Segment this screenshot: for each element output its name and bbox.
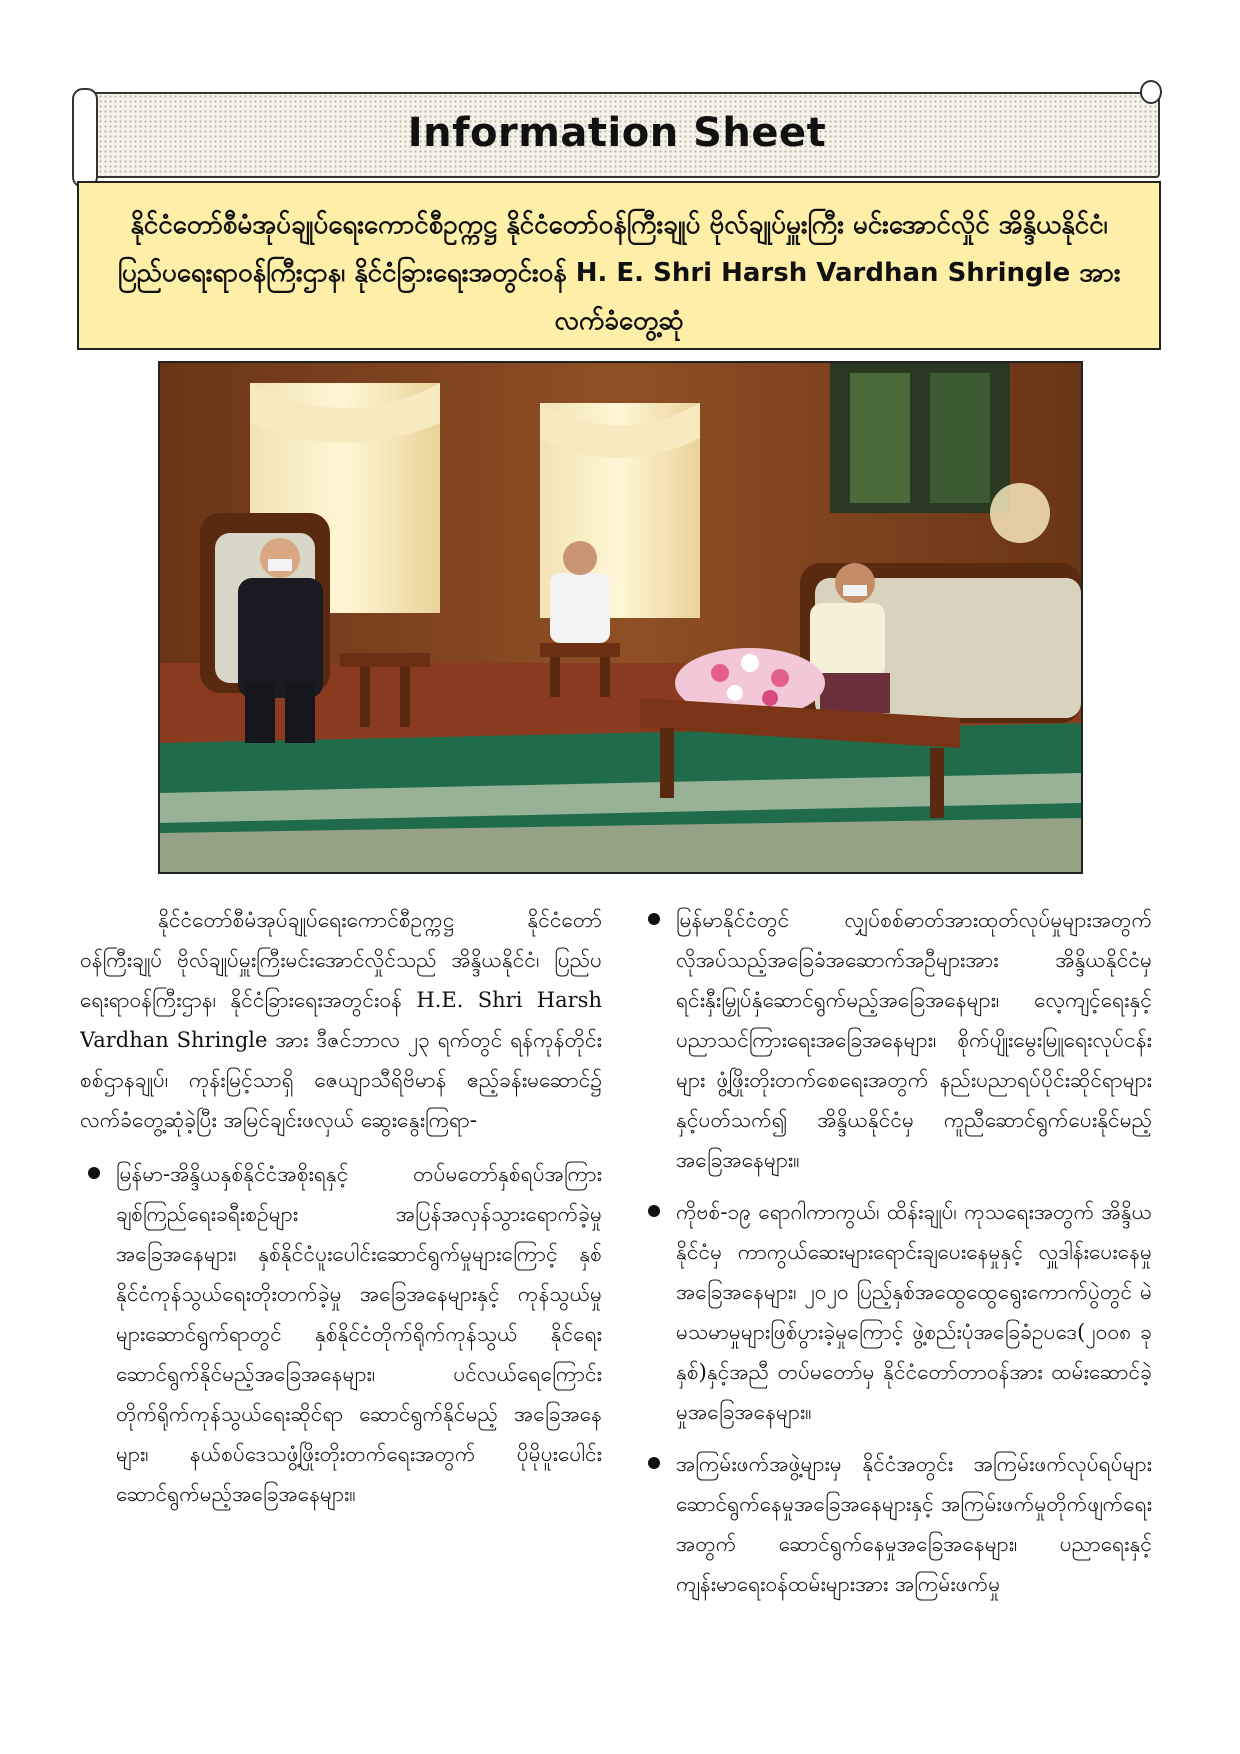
- bullet-icon: [88, 1167, 100, 1179]
- meeting-photo: [158, 361, 1083, 874]
- left-bullet-list: [80, 1154, 602, 1514]
- right-column: [640, 900, 1152, 1616]
- bullet-icon: [648, 1457, 660, 1469]
- list-item: အကြမ်းဖက်အဖွဲ့များမှ နိုင်ငံအတွင်း အကြမ်းဖက်လုပ်ရပ်များဆောင်ရွက်နေမှုအခြေအနေများနှင့် အကြမ်းဖက်မှုတိုက်ဖျက်ရေးအတွက် ဆောင်ရွက်နေမှုအခြေအနေများ၊ ပညာရေးနှင့်ကျန်းမာရေးဝန်ထမ်းများအား အကြမ်းဖက်မှု: [640, 1444, 1152, 1604]
- left-column: [80, 900, 602, 1526]
- title-banner: [72, 88, 1162, 180]
- bullet-icon: [648, 1205, 660, 1217]
- meeting-photo-icon: [160, 363, 1081, 872]
- right-bullet-list: [640, 900, 1152, 1604]
- intro-paragraph: နိုင်ငံတော်စီမံအုပ်ချုပ်ရေးကောင်စီဥက္ကဋ္ဌ နိုင်ငံတော်ဝန်ကြီးချုပ် ဗိုလ်ချုပ်မှူးကြီးမင်းအောင်လှိုင်သည် အိန္ဒိယနိုင်ငံ၊ ပြည်ပရေးရာဝန်ကြီးဌာန၊ နိုင်ငံခြားရေးအတွင်းဝန် H.E. Shri Harsh Vardhan Shringle အား ဒီဇင်ဘာလ ၂၃ ရက်တွင် ရန်ကုန်တိုင်းစစ်ဌာနချုပ်၊ ကုန်းမြင့်သာရှိ ဇေယျာသီရိဗိမာန် ဧည့်ခန်းမဆောင်၌ လက်ခံတွေ့ဆုံခဲ့ပြီး အမြင်ချင်းဖလှယ် ဆွေးနွေးကြရာ-: [80, 908, 602, 1132]
- page-title: Information Sheet: [407, 110, 827, 156]
- headline: နိုင်ငံတော်စီမံအုပ်ချုပ်ရေးကောင်စီဥက္ကဋ္ဌ နိုင်ငံတော်ဝန်ကြီးချုပ် ဗိုလ်ချုပ်မှူးကြီး မင်းအောင်လှိုင် အိန္ဒိယနိုင်ငံ၊ ပြည်ပရေးရာဝန်ကြီးဌာန၊ နိုင်ငံခြားရေးအတွင်းဝန် H. E. Shri Harsh Vardhan Shringle အား လက်ခံတွေ့ဆုံ: [77, 181, 1161, 350]
- list-item: မြန်မာ-အိန္ဒိယနှစ်နိုင်ငံအစိုးရနှင့် တပ်မတော်နှစ်ရပ်အကြား ချစ်ကြည်ရေးခရီးစဉ်များ အပြန်အလှန်သွားရောက်ခဲ့မှု အခြေအနေများ၊ နှစ်နိုင်ငံပူးပေါင်းဆောင်ရွက်မှုများကြောင့် နှစ်နိုင်ငံကုန်သွယ်ရေးတိုးတက်ခဲ့မှု အခြေအနေများနှင့် ကုန်သွယ်မှုများဆောင်ရွက်ရာတွင် နှစ်နိုင်ငံတိုက်ရိုက်ကုန်သွယ် နိုင်ရေးဆောင်ရွက်နိုင်မည့်အခြေအနေများ၊ ပင်လယ်ရေကြောင်းတိုက်ရိုက်ကုန်သွယ်ရေးဆိုင်ရာ ဆောင်ရွက်နိုင်မည့် အခြေအနေများ၊ နယ်စပ်ဒေသဖွံ့ဖြိုးတိုးတက်ရေးအတွက် ပိုမိုပူးပေါင်းဆောင်ရွက်မည့်အခြေအနေများ။: [80, 1154, 602, 1514]
- list-item: မြန်မာနိုင်ငံတွင် လျှပ်စစ်ဓာတ်အားထုတ်လုပ်မှုများအတွက် လိုအပ်သည့်အခြေခံအဆောက်အဦများအား အိန္ဒိယနိုင်ငံမှ ရင်းနှီးမြှုပ်နှံဆောင်ရွက်မည့်အခြေအနေများ၊ လေ့ကျင့်ရေးနှင့် ပညာသင်ကြားရေးအခြေအနေများ၊ စိုက်ပျိုးမွေးမြူရေးလုပ်ငန်းများ ဖွံ့ဖြိုးတိုးတက်စေရေးအတွက် နည်းပညာရပ်ပိုင်းဆိုင်ရာများနှင့်ပတ်သက်၍ အိန္ဒိယနိုင်ငံမှ ကူညီဆောင်ရွက်ပေးနိုင်မည့်အခြေအနေများ။: [640, 900, 1152, 1180]
- list-item: ကိုဗစ်-၁၉ ရောဂါကာကွယ်၊ ထိန်းချုပ်၊ ကုသရေးအတွက် အိန္ဒိယနိုင်ငံမှ ကာကွယ်ဆေးများရောင်းချပေးနေမှုနှင့် လှူဒါန်းပေးနေမှုအခြေအနေများ၊ ၂၀၂၀ ပြည့်နှစ်အထွေထွေရွေးကောက်ပွဲတွင် မဲမသမာမှုများဖြစ်ပွားခဲ့မှုကြောင့် ဖွဲ့စည်းပုံအခြေခံဥပဒေ(၂၀၀၈ ခုနှစ်)နှင့်အညီ တပ်မတော်မှ နိုင်ငံတော်တာဝန်အား ထမ်းဆောင်ခဲ့မှုအခြေအနေများ။: [640, 1192, 1152, 1432]
- bullet-icon: [648, 913, 660, 925]
- scroll-curl-right-icon: [1140, 80, 1162, 104]
